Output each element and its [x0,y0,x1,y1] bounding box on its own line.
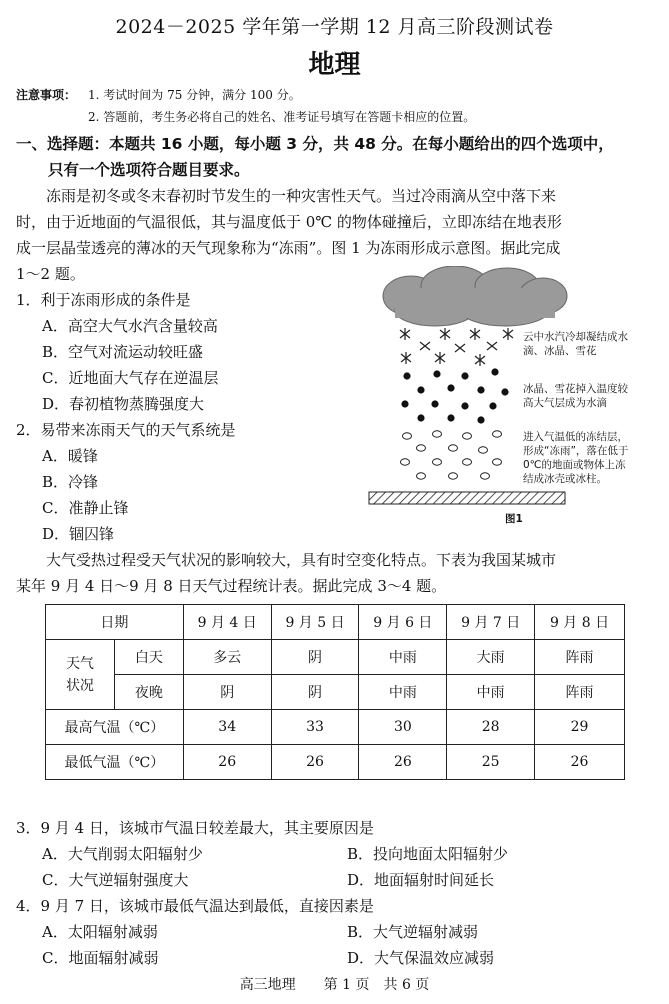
notice-label: 注意事项： [16,88,77,102]
table-cell: 25 [447,745,535,780]
cloud-icon [383,266,567,326]
table-max-temp-label: 最高气温（℃） [46,710,184,745]
passage1-line-4: 1～2 题。 [16,265,85,283]
page-footer: 高三地理 第 1 页 共 6 页 [239,977,430,993]
question-4-stem: 4．9 月 7 日，该城市最低气温达到最低，直接因素是 [16,897,374,915]
question-2-option-c: C．准静止锋 [42,499,129,517]
table-row [46,640,625,675]
table-cell: 阵雨 [535,640,625,675]
question-3-option-c: C．大气逆辐射强度大 [42,871,189,889]
exam-title: 2024－2025 学年第一学期 12 月高三阶段测试卷 [115,16,554,38]
table-weather-label [46,640,115,710]
question-1-option-a: A．高空大气水汽含量较高 [42,317,218,335]
figure-label-freezing: 进入气温低的冻结层，形成“冻雨”，落在低于0℃的地面或物体上冻结成冰壳或冰柱。 [523,431,629,485]
passage1-line-3: 成一层晶莹透亮的薄冰的天气现象称为“冻雨”。图 1 为冻雨形成示意图。据此完成 [16,239,561,257]
question-1-option-c: C．近地面大气存在逆温层 [42,369,219,387]
table-date-cell: 9 月 5 日 [271,605,359,640]
table-cell: 大雨 [447,640,535,675]
question-1-option-d: D．春初植物蒸腾强度大 [42,395,205,413]
table-cell: 中雨 [359,675,447,710]
passage2-line-1: 大气受热过程受天气状况的影响较大，具有时空变化特点。下表为我国某城市 [46,551,557,569]
table-cell: 阴 [183,675,271,710]
table-cell: 阴 [271,640,359,675]
section-heading-line-1: 一、选择题：本题共 16 小题，每小题 3 分，共 48 分。在每小题给出的四个选项中， [16,135,614,153]
question-4-option-d: D．大气保温效应减弱 [347,949,495,967]
question-4-option-a: A．太阳辐射减弱 [42,923,158,941]
table-weather-label-line-2: 状况 [65,677,94,694]
table-cell: 多云 [183,640,271,675]
table-cell: 28 [447,710,535,745]
table-cell: 26 [271,745,359,780]
subject-title: 地理 [308,50,361,80]
table-date-cell: 9 月 7 日 [447,605,535,640]
question-2-option-b: B．冷锋 [42,473,99,491]
water-droplet-icons [401,368,508,423]
table-cell: 30 [359,710,447,745]
table-cell: 阵雨 [535,675,625,710]
section-heading-line-2: 只有一个选项符合题目要求。 [48,161,250,179]
table-day-label: 白天 [114,640,183,675]
question-3-stem: 3．9 月 4 日，该城市气温日较差最大，其主要原因是 [16,819,374,837]
figure-label-melting: 冰晶、雪花掉入温度较高大气层成为水滴 [523,383,628,409]
table-cell: 阴 [271,675,359,710]
question-3-option-a: A．大气削弱太阳辐射少 [42,845,203,863]
table-date-cell: 9 月 6 日 [359,605,447,640]
question-1-option-b: B．空气对流运动较旺盛 [42,343,204,361]
figure-1-freezing-rain-diagram [365,266,637,528]
ice-crystal-icons [400,328,513,366]
table-row [46,605,625,640]
weather-statistics-table [45,604,625,780]
table-cell: 33 [271,710,359,745]
table-cell: 中雨 [447,675,535,710]
figure-caption: 图1 [505,513,523,525]
table-date-cell: 9 月 4 日 [183,605,271,640]
question-1-stem: 1．利于冻雨形成的条件是 [16,291,191,309]
notice-item-1: 1. 考试时间为 75 分钟，满分 100 分。 [88,88,301,102]
supercooled-droplet-icons [401,431,502,479]
table-cell: 34 [183,710,271,745]
notice-item-2: 2. 答题前，考生务必将自己的姓名、准考证号填写在答题卡相应的位置。 [88,110,476,124]
question-2-option-a: A．暖锋 [42,447,98,465]
question-2-option-d: D．锢囚锋 [42,525,115,543]
passage1-line-2: 时，由于近地面的气温很低，其与温度低于 0℃ 的物体碰撞后，立即冻结在地表形 [16,213,562,231]
passage1-line-1: 冻雨是初冬或冬末春初时节发生的一种灾害性天气。当过冷雨滴从空中落下来 [46,187,557,205]
table-row [46,710,625,745]
figure-label-condensation: 云中水汽冷却凝结成水滴、冰晶、雪花 [523,331,628,357]
table-cell: 26 [535,745,625,780]
question-2-stem: 2．易带来冻雨天气的天气系统是 [16,421,236,439]
table-cell: 26 [359,745,447,780]
table-row [46,675,625,710]
question-3-option-b: B．投向地面太阳辐射少 [347,845,509,863]
ground-hatch [369,492,565,504]
table-cell: 中雨 [359,640,447,675]
question-4-option-b: B．大气逆辐射减弱 [347,923,479,941]
passage2-line-2: 某年 9 月 4 日～9 月 8 日天气过程统计表。据此完成 3～4 题。 [16,577,447,595]
question-4-option-c: C．地面辐射减弱 [42,949,159,967]
table-min-temp-label: 最低气温（℃） [46,745,184,780]
table-header-date: 日期 [46,605,184,640]
table-cell: 26 [183,745,271,780]
table-night-label: 夜晚 [114,675,183,710]
table-date-cell: 9 月 8 日 [535,605,625,640]
question-3-option-d: D．地面辐射时间延长 [347,871,495,889]
table-weather-label-line-1: 天气 [65,655,94,672]
table-cell: 29 [535,710,625,745]
table-row [46,745,625,780]
